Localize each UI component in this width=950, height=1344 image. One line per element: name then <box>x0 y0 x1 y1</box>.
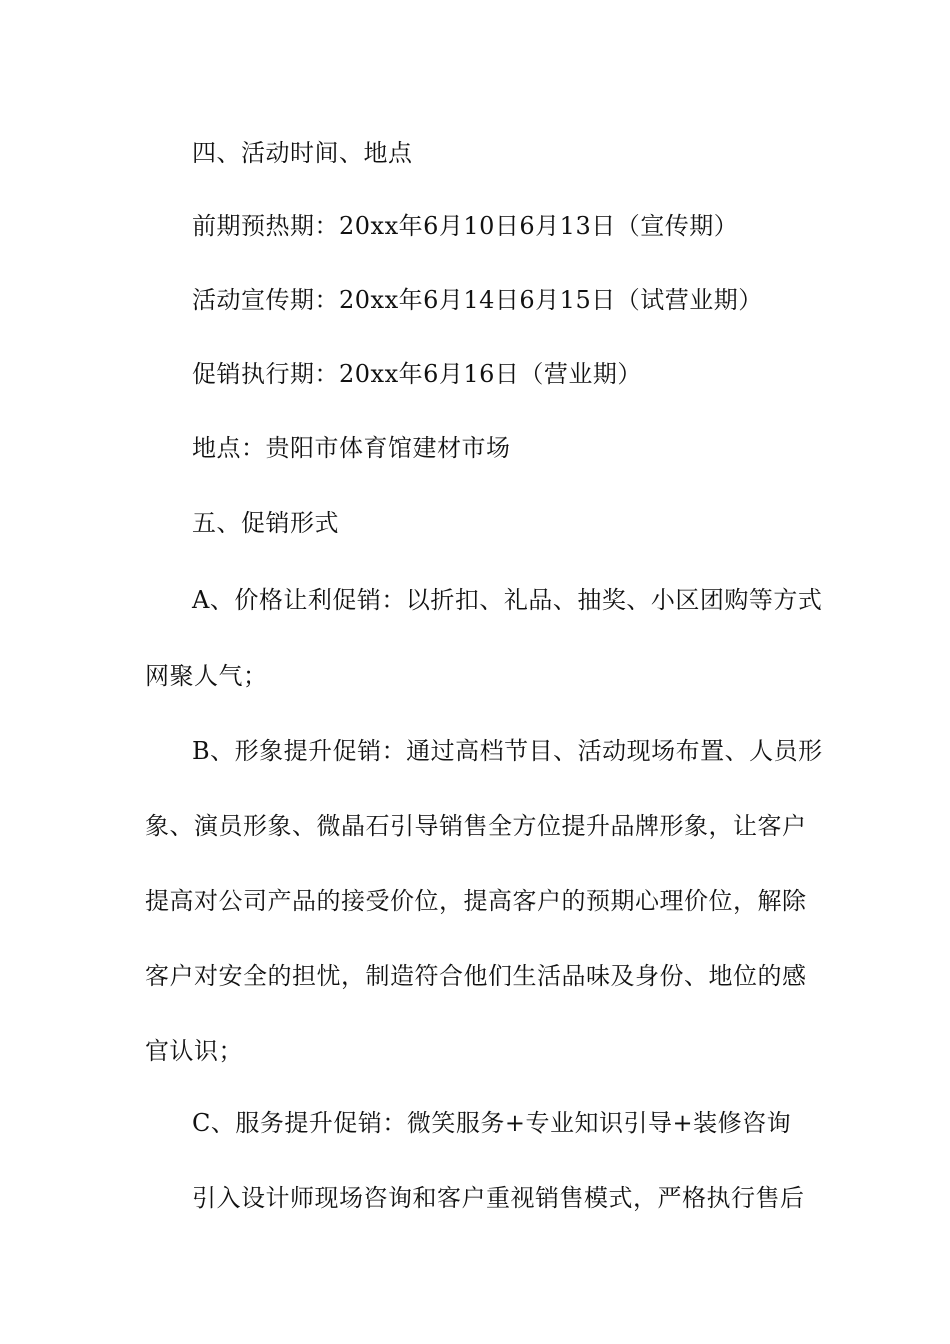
paragraph-promotion-period: 活动宣传期：20xx年6月14日6月15日（试营业期） <box>192 286 763 314</box>
section-heading-promotion-forms: 五、促销形式 <box>192 509 339 537</box>
section-heading-time-location: 四、活动时间、地点 <box>192 139 413 167</box>
paragraph-preheat-period: 前期预热期：20xx年6月10日6月13日（宣传期） <box>192 212 739 240</box>
paragraph-a-line-1: A、价格让利促销：以折扣、礼品、抽奖、小区团购等方式 <box>192 586 823 614</box>
paragraph-location: 地点：贵阳市体育馆建材市场 <box>192 434 511 462</box>
paragraph-c-line-2: 引入设计师现场咨询和客户重视销售模式，严格执行售后 <box>192 1184 805 1212</box>
paragraph-b-line-5: 官认识； <box>145 1037 243 1065</box>
paragraph-c-line-1: C、服务提升促销：微笑服务+专业知识引导+装修咨询 <box>192 1109 792 1137</box>
paragraph-b-line-1: B、形象提升促销：通过高档节目、活动现场布置、人员形 <box>192 737 823 765</box>
paragraph-b-line-3: 提高对公司产品的接受价位，提高客户的预期心理价位，解除 <box>145 887 807 915</box>
paragraph-b-line-2: 象、演员形象、微晶石引导销售全方位提升品牌形象，让客户 <box>145 812 807 840</box>
paragraph-a-line-2: 网聚人气； <box>145 662 268 690</box>
paragraph-execution-period: 促销执行期：20xx年6月16日（营业期） <box>192 360 642 388</box>
paragraph-b-line-4: 客户对安全的担忧，制造符合他们生活品味及身份、地位的感 <box>145 962 807 990</box>
